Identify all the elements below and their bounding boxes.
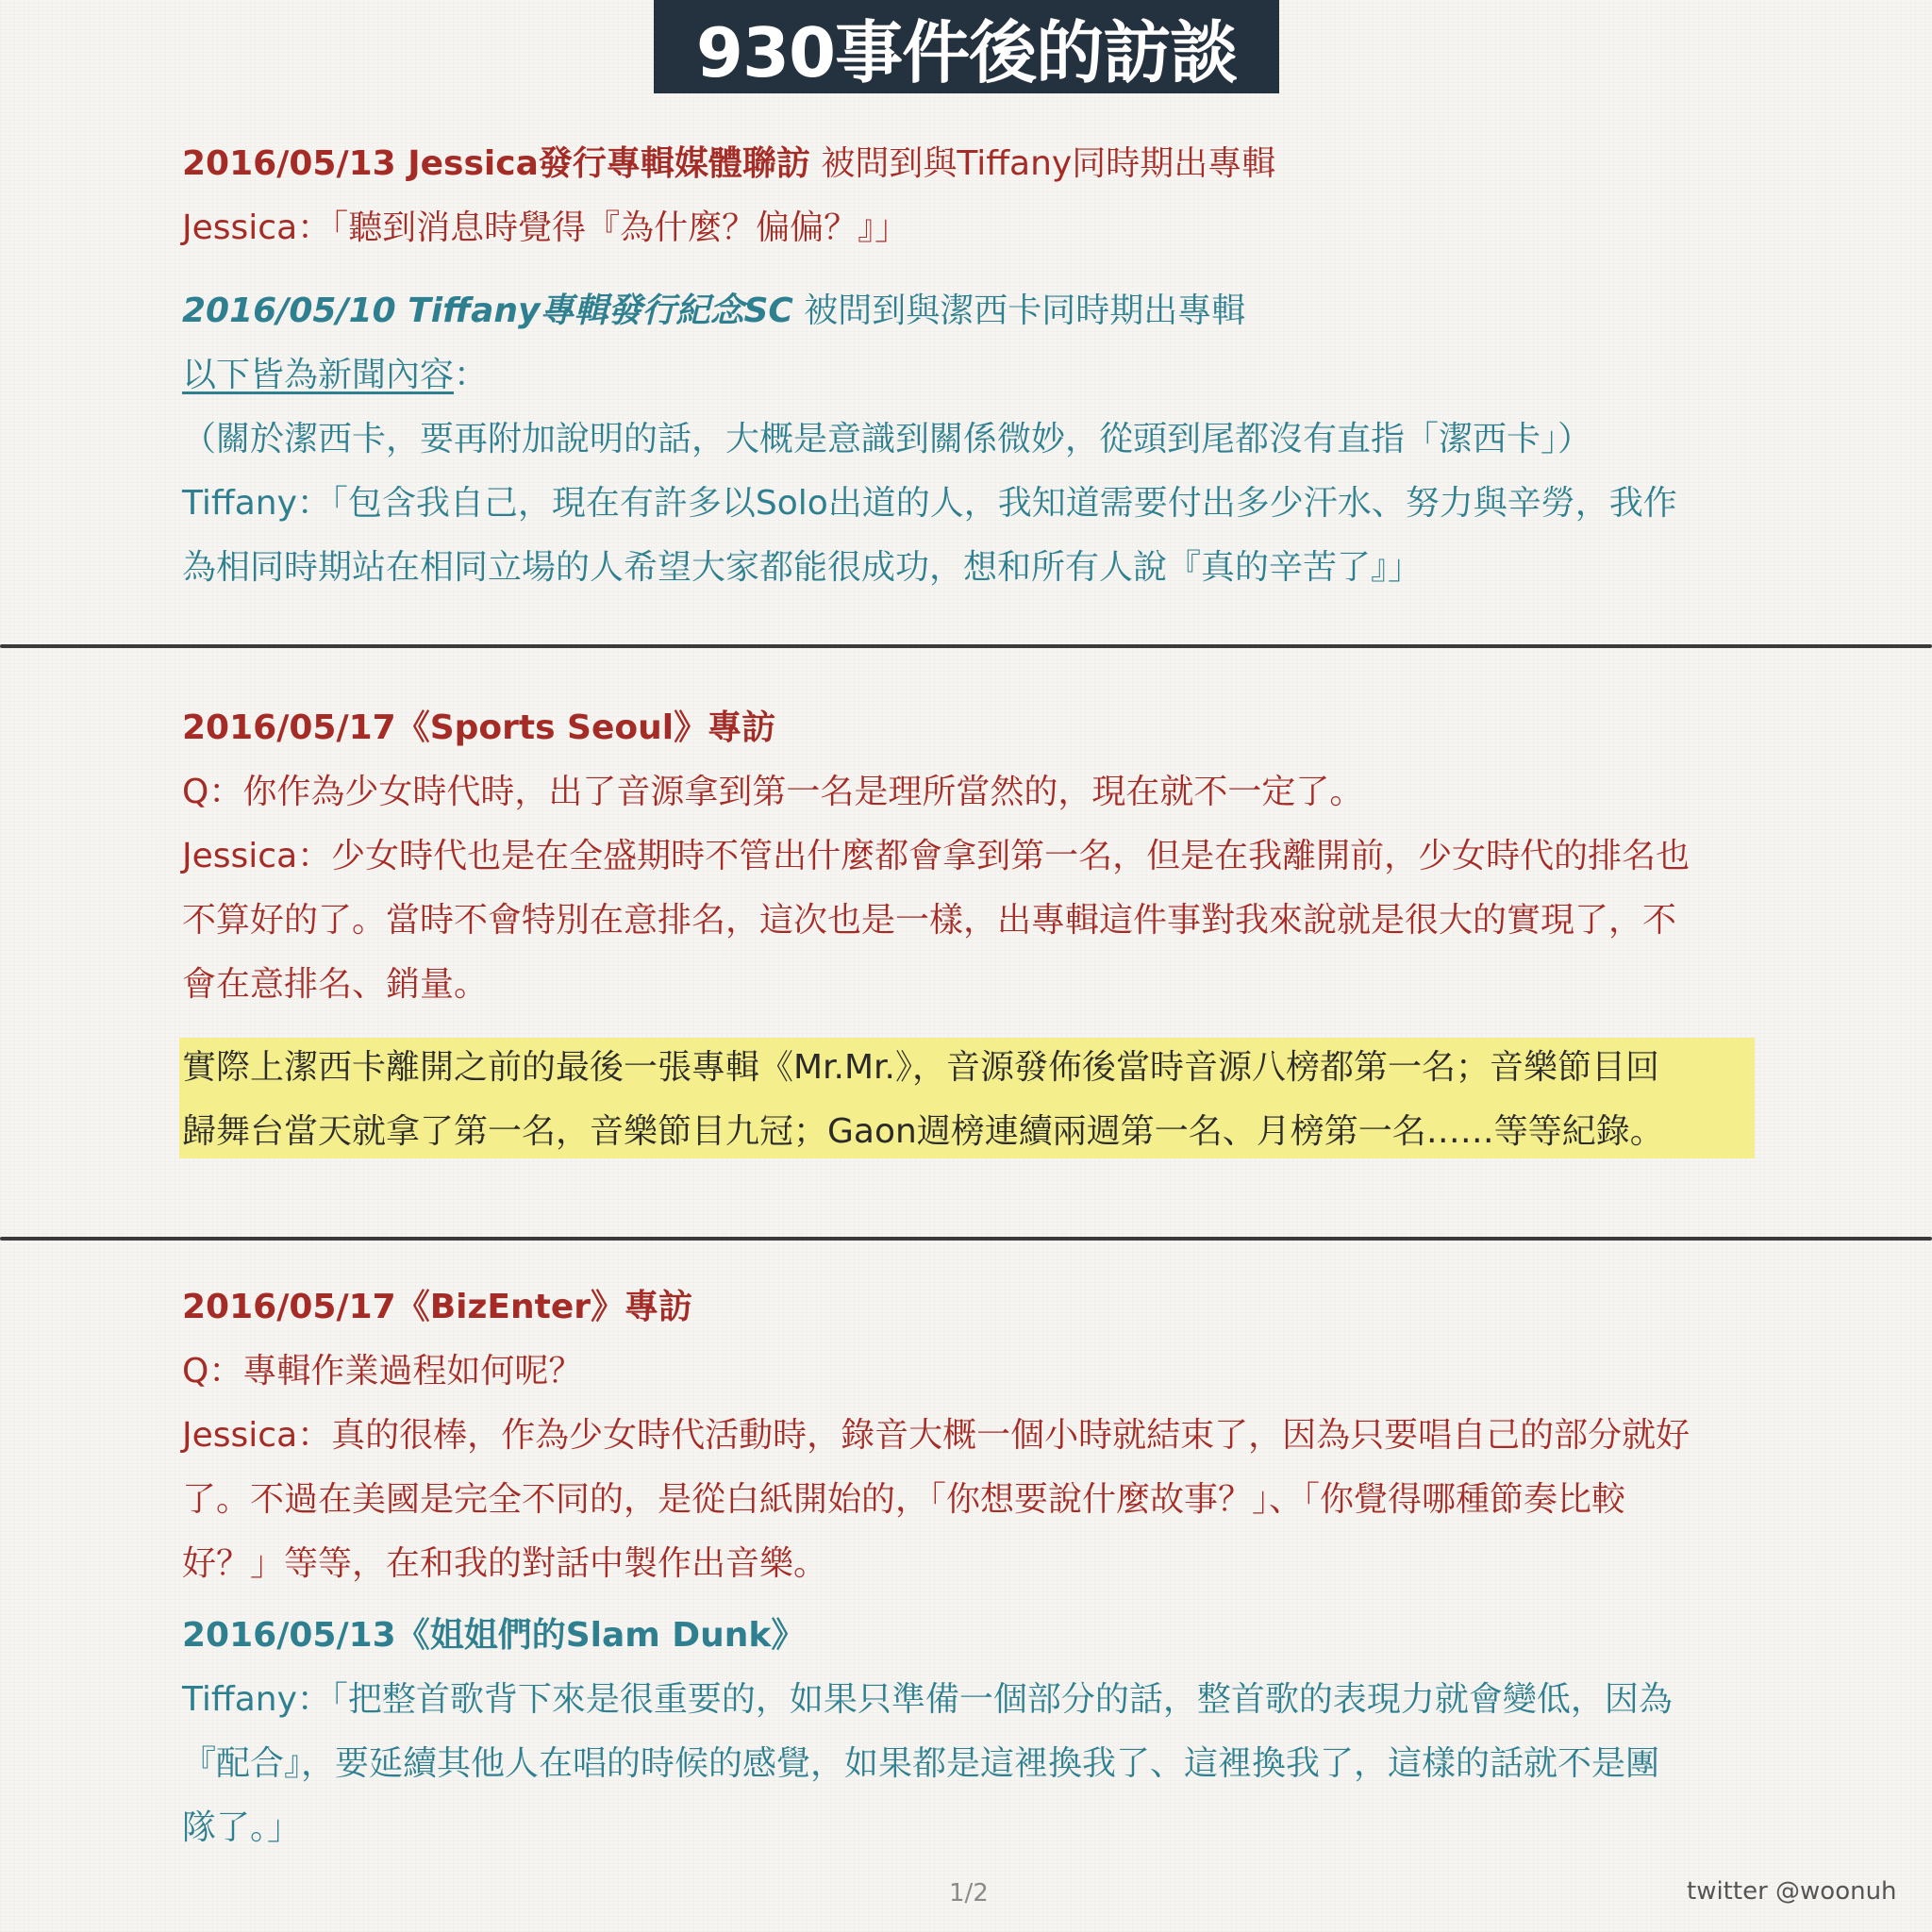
sports-seoul-question: Q：你作為少女時代時，出了音源拿到第一名是理所當然的，現在就不一定了。	[182, 773, 1364, 811]
sports-seoul-answer-line-2: 不算好的了。當時不會特別在意排名，這次也是一樣，出專輯這件事對我來說就是很大的實現了，不	[182, 901, 1677, 940]
tiffany-quote-line-2: 為相同時期站在相同立場的人希望大家都能很成功，想和所有人說『真的辛苦了』」	[182, 548, 1423, 587]
sports-seoul-answer-line-3: 會在意排名、銷量。	[182, 965, 489, 1004]
bizenter-answer-line-1: Jessica：真的很棒，作為少女時代活動時，錄音大概一個小時就結束了，因為只要唱自己的部分就好	[182, 1416, 1690, 1455]
section-divider	[0, 644, 1932, 648]
news-colon: ：	[454, 356, 489, 394]
jessica-heading-date: 2016/05/13 Jessica發行專輯媒體聯訪	[182, 144, 810, 183]
bizenter-answer-line-3: 好？」等等，在和我的對話中製作出音樂。	[182, 1544, 828, 1583]
sports-seoul-heading: 2016/05/17《Sports Seoul》專訪	[182, 708, 776, 747]
jessica-interview-heading	[182, 132, 1275, 196]
highlight-note-line-2: 歸舞台當天就拿了第一名，音樂節目九冠；Gaon週榜連續兩週第一名、月榜第一名……等等紀錄。	[182, 1112, 1664, 1151]
jessica-heading-note: 被問到與Tiffany同時期出專輯	[809, 144, 1276, 183]
news-label-line	[182, 343, 488, 408]
jessica-quote: Jessica：「聽到消息時覺得『為什麼？偏偏？』」	[182, 208, 909, 247]
bizenter-answer-line-2: 了。不過在美國是完全不同的，是從白紙開始的，「你想要說什麼故事？」、「你覺得哪種節奏比較	[182, 1480, 1626, 1519]
slam-dunk-heading: 2016/05/13《姐姐們的Slam Dunk》	[182, 1616, 806, 1655]
sports-seoul-answer-line-1: Jessica：少女時代也是在全盛期時不管出什麼都會拿到第一名，但是在我離開前，少女時代的排名也	[182, 837, 1690, 875]
tiffany-heading-note: 被問到與潔西卡同時期出專輯	[792, 291, 1246, 330]
tiffany-interview-heading	[182, 279, 1245, 343]
bizenter-question: Q：專輯作業過程如何呢？	[182, 1352, 583, 1391]
highlight-note-line-1: 實際上潔西卡離開之前的最後一張專輯《Mr.Mr.》，音源發佈後當時音源八榜都第一名；音樂節目回	[182, 1048, 1660, 1087]
section-divider	[0, 1237, 1932, 1241]
tiffany-quote-line-1: Tiffany：「包含我自己，現在有許多以Solo出道的人，我知道需要付出多少汗水、努力與辛勞，我作	[182, 484, 1677, 523]
news-label: 以下皆為新聞內容	[182, 356, 455, 394]
twitter-credit: twitter @woonuh	[1687, 1877, 1897, 1906]
page-title: 930事件後的訪談	[654, 0, 1279, 93]
slam-dunk-quote-line-2: 『配合』，要延續其他人在唱的時候的感覺，如果都是這裡換我了、這裡換我了，這樣的話就不是團	[182, 1744, 1660, 1783]
page-number: 1/2	[949, 1879, 989, 1907]
slam-dunk-quote-line-3: 隊了。」	[182, 1808, 302, 1847]
tiffany-heading-date: 2016/05/10 Tiffany專輯發行紀念SC	[182, 291, 793, 330]
slam-dunk-quote-line-1: Tiffany：「把整首歌背下來是很重要的，如果只準備一個部分的話，整首歌的表現力就會變低，因為	[182, 1680, 1673, 1719]
context-note: （關於潔西卡，要再附加說明的話，大概是意識到關係微妙，從頭到尾都沒有直指「潔西卡」）	[182, 420, 1592, 458]
bizenter-heading: 2016/05/17《BizEnter》專訪	[182, 1288, 693, 1326]
